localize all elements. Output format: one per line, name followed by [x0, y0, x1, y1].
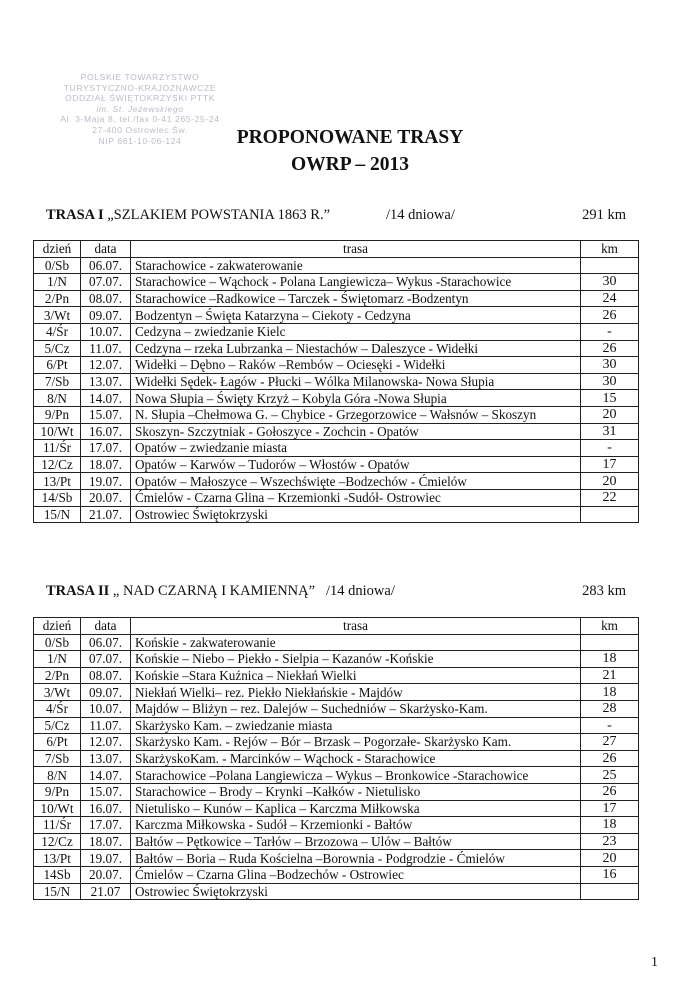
- table-row: [34, 700, 639, 717]
- date-cell: 09.07.: [81, 684, 131, 701]
- km-cell: 30: [581, 274, 639, 291]
- route-cell: Cedzyna – zwiedzanie Kielc: [131, 323, 581, 340]
- km-cell: [581, 883, 639, 900]
- date-cell: 06.07.: [81, 634, 131, 651]
- date-cell: 15.07.: [81, 783, 131, 800]
- route-cell: Opatów – Karwów – Tudorów – Włostów - Opatów: [131, 456, 581, 473]
- stamp-line: NIP 661-10-06-124: [98, 135, 182, 146]
- route-cell: Nowa Słupia – Święty Krzyż – Kobyla Góra -Nowa Słupia: [131, 390, 581, 407]
- table-row: [34, 390, 639, 407]
- table-row: [34, 290, 639, 307]
- table-row: [34, 373, 639, 390]
- day-cell: 14Sb: [34, 866, 81, 883]
- stamp-line: TURYSTYCZNO-KRAJOZNAWCZE: [63, 82, 217, 93]
- table-row: [34, 817, 639, 834]
- date-cell: 16.07.: [81, 423, 131, 440]
- table-row: [34, 307, 639, 324]
- km-cell: 21: [581, 667, 639, 684]
- route-cell: Starachowice – Wąchock - Polana Langiewicza– Wykus -Starachowice: [131, 274, 581, 291]
- km-cell: 28: [581, 700, 639, 717]
- route-cell: Skarżysko Kam. – zwiedzanie miasta: [131, 717, 581, 734]
- table-row: [34, 506, 639, 523]
- km-cell: 15: [581, 390, 639, 407]
- page-title: [200, 124, 500, 178]
- day-cell: 13/Pt: [34, 850, 81, 867]
- table-row: [34, 340, 639, 357]
- stamp-line: ODDZIAŁ ŚWIĘTOKRZYSKI PTTK: [64, 93, 216, 104]
- day-cell: 11/Śr: [34, 817, 81, 834]
- date-cell: 11.07.: [81, 717, 131, 734]
- date-cell: 14.07.: [81, 390, 131, 407]
- day-cell: 6/Pt: [34, 357, 81, 374]
- date-cell: 20.07.: [81, 489, 131, 506]
- route-cell: Ostrowiec Świętokrzyski: [131, 883, 581, 900]
- date-cell: 21.07.: [81, 506, 131, 523]
- trasa2-heading: [46, 583, 656, 603]
- date-cell: 06.07.: [81, 257, 131, 274]
- route-cell: Opatów – zwiedzanie miasta: [131, 440, 581, 457]
- route-cell: Ćmielów - Czarna Glina – Krzemionki -Sudół- Ostrowiec: [131, 489, 581, 506]
- km-cell: 26: [581, 340, 639, 357]
- day-cell: 3/Wt: [34, 307, 81, 324]
- km-cell: 20: [581, 850, 639, 867]
- route-cell: Bodzentyn – Święta Katarzyna – Ciekoty - Cedzyna: [131, 307, 581, 324]
- date-cell: 09.07.: [81, 307, 131, 324]
- table-row: [34, 323, 639, 340]
- km-cell: [581, 257, 639, 274]
- route-cell: Majdów – Bliżyn – rez. Dalejów – Suchedniów – Skarżysko-Kam.: [131, 700, 581, 717]
- table-row: [34, 357, 639, 374]
- day-cell: 10/Wt: [34, 423, 81, 440]
- date-cell: 13.07.: [81, 750, 131, 767]
- day-cell: 15/N: [34, 883, 81, 900]
- table-row: [34, 440, 639, 457]
- date-cell: 18.07.: [81, 833, 131, 850]
- km-cell: -: [581, 717, 639, 734]
- day-cell: 9/Pn: [34, 783, 81, 800]
- route-cell: Cedzyna – rzeka Lubrzanka – Niestachów – Daleszyce - Widełki: [131, 340, 581, 357]
- route-cell: Widełki Sędek- Łagów - Płucki – Wólka Milanowska- Nowa Słupia: [131, 373, 581, 390]
- trasa2-table: [33, 617, 639, 900]
- table-row: [34, 850, 639, 867]
- km-cell: 17: [581, 456, 639, 473]
- date-cell: 07.07.: [81, 651, 131, 668]
- km-cell: 25: [581, 767, 639, 784]
- day-cell: 7/Sb: [34, 373, 81, 390]
- stamp-line: 27-400 Ostrowiec Św.: [92, 124, 188, 135]
- table-row: [34, 651, 639, 668]
- trasa1-table: [33, 240, 639, 523]
- col-header-day: dzień: [34, 241, 81, 258]
- table-row: [34, 684, 639, 701]
- route-cell: Ćmielów – Czarna Glina –Bodzechów - Ostrowiec: [131, 866, 581, 883]
- col-header-date: data: [81, 241, 131, 258]
- route-cell: Ostrowiec Świętokrzyski: [131, 506, 581, 523]
- day-cell: 13/Pt: [34, 473, 81, 490]
- trasa2-days: /14 dniowa/: [326, 583, 395, 599]
- route-cell: Bałtów – Pętkowice – Tarłów – Brzozowa – Ulów – Bałtów: [131, 833, 581, 850]
- day-cell: 1/N: [34, 651, 81, 668]
- table-row: [34, 406, 639, 423]
- km-cell: 31: [581, 423, 639, 440]
- km-cell: -: [581, 323, 639, 340]
- trasa1-heading: [46, 207, 656, 227]
- table-row: [34, 456, 639, 473]
- table-row: [34, 750, 639, 767]
- day-cell: 5/Cz: [34, 717, 81, 734]
- day-cell: 15/N: [34, 506, 81, 523]
- date-cell: 08.07.: [81, 290, 131, 307]
- table-row: [34, 800, 639, 817]
- day-cell: 12/Cz: [34, 456, 81, 473]
- table-row: [34, 833, 639, 850]
- table-row: [34, 883, 639, 900]
- trasa2-label: TRASA II: [46, 583, 110, 599]
- route-cell: N. Słupia –Chełmowa G. – Chybice - Grzegorzowice – Wałsnów – Skoszyn: [131, 406, 581, 423]
- day-cell: 0/Sb: [34, 634, 81, 651]
- day-cell: 4/Śr: [34, 700, 81, 717]
- route-cell: Opatów – Małoszyce – Wszechświęte –Bodzechów - Ćmielów: [131, 473, 581, 490]
- route-cell: Starachowice – Brody – Krynki –Kałków - Nietulisko: [131, 783, 581, 800]
- day-cell: 8/N: [34, 767, 81, 784]
- day-cell: 7/Sb: [34, 750, 81, 767]
- km-cell: 17: [581, 800, 639, 817]
- col-header-route: trasa: [131, 241, 581, 258]
- km-cell: 18: [581, 651, 639, 668]
- col-header-day: dzień: [34, 618, 81, 635]
- route-cell: Starachowice –Polana Langiewicza – Wykus – Bronkowice -Starachowice: [131, 767, 581, 784]
- date-cell: 13.07.: [81, 373, 131, 390]
- km-cell: [581, 634, 639, 651]
- table-row: [34, 257, 639, 274]
- trasa2-total: 283 km: [582, 583, 626, 599]
- stamp-line: POLSKIE TOWARZYSTWO: [80, 72, 200, 82]
- stamp-line: Al. 3-Maja 8, tel./fax 0-41 265-25-24: [60, 114, 220, 125]
- date-cell: 10.07.: [81, 323, 131, 340]
- trasa2-name: „ NAD CZARNĄ I KAMIENNĄ”: [112, 583, 316, 599]
- table-row: [34, 767, 639, 784]
- table-row: [34, 717, 639, 734]
- route-cell: Skoszyn- Szczytniak - Gołoszyce - Zochcin - Opatów: [131, 423, 581, 440]
- col-header-km: km: [581, 618, 639, 635]
- km-cell: 23: [581, 833, 639, 850]
- day-cell: 4/Śr: [34, 323, 81, 340]
- col-header-km: km: [581, 241, 639, 258]
- date-cell: 07.07.: [81, 274, 131, 291]
- day-cell: 14/Sb: [34, 489, 81, 506]
- km-cell: 26: [581, 307, 639, 324]
- route-cell: Końskie - zakwaterowanie: [131, 634, 581, 651]
- km-cell: 27: [581, 734, 639, 751]
- table-header-row: [34, 618, 639, 635]
- route-cell: Nietulisko – Kunów – Kaplica – Karczma Miłkowska: [131, 800, 581, 817]
- km-cell: 30: [581, 373, 639, 390]
- table-row: [34, 423, 639, 440]
- km-cell: 18: [581, 817, 639, 834]
- km-cell: 22: [581, 489, 639, 506]
- day-cell: 2/Pn: [34, 667, 81, 684]
- route-cell: SkarżyskoKam. - Marcinków – Wąchock - Starachowice: [131, 750, 581, 767]
- col-header-date: data: [81, 618, 131, 635]
- date-cell: 19.07.: [81, 850, 131, 867]
- km-cell: [581, 506, 639, 523]
- route-cell: Końskie – Niebo – Piekło - Sielpia – Kazanów -Końskie: [131, 651, 581, 668]
- date-cell: 15.07.: [81, 406, 131, 423]
- km-cell: 24: [581, 290, 639, 307]
- date-cell: 08.07.: [81, 667, 131, 684]
- date-cell: 17.07.: [81, 440, 131, 457]
- title-line-1: PROPONOWANE TRASY: [236, 127, 464, 148]
- date-cell: 16.07.: [81, 800, 131, 817]
- day-cell: 8/N: [34, 390, 81, 407]
- route-cell: Karczma Miłkowska - Sudół – Krzemionki - Bałtów: [131, 817, 581, 834]
- stamp-line: im. St. Jeżewskiego: [96, 103, 184, 114]
- day-cell: 5/Cz: [34, 340, 81, 357]
- title-line-2: OWRP – 2013: [290, 154, 410, 175]
- route-cell: Starachowice - zakwaterowanie: [131, 257, 581, 274]
- route-cell: Widełki – Dębno – Raków –Rembów – Ociesęki - Widełki: [131, 357, 581, 374]
- table-row: [34, 489, 639, 506]
- day-cell: 6/Pt: [34, 734, 81, 751]
- table-row: [34, 667, 639, 684]
- date-cell: 14.07.: [81, 767, 131, 784]
- date-cell: 21.07: [81, 883, 131, 900]
- date-cell: 11.07.: [81, 340, 131, 357]
- km-cell: -: [581, 440, 639, 457]
- table-row: [34, 734, 639, 751]
- route-cell: Bałtów – Boria – Ruda Kościelna –Borownia - Podgrodzie - Ćmielów: [131, 850, 581, 867]
- route-cell: Starachowice –Radkowice – Tarczek - Świętomarz -Bodzentyn: [131, 290, 581, 307]
- trasa1-label: TRASA I: [46, 207, 104, 223]
- col-header-route: trasa: [131, 618, 581, 635]
- day-cell: 9/Pn: [34, 406, 81, 423]
- date-cell: 18.07.: [81, 456, 131, 473]
- table-header-row: [34, 241, 639, 258]
- trasa1-name: „SZLAKIEM POWSTANIA 1863 R.”: [107, 207, 331, 223]
- km-cell: 18: [581, 684, 639, 701]
- day-cell: 11/Śr: [34, 440, 81, 457]
- table-row: [34, 634, 639, 651]
- date-cell: 17.07.: [81, 817, 131, 834]
- km-cell: 26: [581, 783, 639, 800]
- km-cell: 26: [581, 750, 639, 767]
- km-cell: 20: [581, 406, 639, 423]
- table-row: [34, 473, 639, 490]
- table-row: [34, 866, 639, 883]
- page-number: 1: [651, 955, 658, 970]
- km-cell: 30: [581, 357, 639, 374]
- route-cell: Niekłań Wielki– rez. Piekło Niekłańskie - Majdów: [131, 684, 581, 701]
- date-cell: 20.07.: [81, 866, 131, 883]
- date-cell: 19.07.: [81, 473, 131, 490]
- table-row: [34, 274, 639, 291]
- trasa1-days: /14 dniowa/: [386, 207, 455, 223]
- date-cell: 10.07.: [81, 700, 131, 717]
- day-cell: 1/N: [34, 274, 81, 291]
- km-cell: 16: [581, 866, 639, 883]
- day-cell: 0/Sb: [34, 257, 81, 274]
- date-cell: 12.07.: [81, 357, 131, 374]
- km-cell: 20: [581, 473, 639, 490]
- table-row: [34, 783, 639, 800]
- day-cell: 3/Wt: [34, 684, 81, 701]
- date-cell: 12.07.: [81, 734, 131, 751]
- trasa1-total: 291 km: [582, 207, 626, 223]
- day-cell: 12/Cz: [34, 833, 81, 850]
- route-cell: Końskie –Stara Kuźnica – Niekłań Wielki: [131, 667, 581, 684]
- day-cell: 10/Wt: [34, 800, 81, 817]
- route-cell: Skarżysko Kam. - Rejów – Bór – Brzask – Pogorzałe- Skarżysko Kam.: [131, 734, 581, 751]
- day-cell: 2/Pn: [34, 290, 81, 307]
